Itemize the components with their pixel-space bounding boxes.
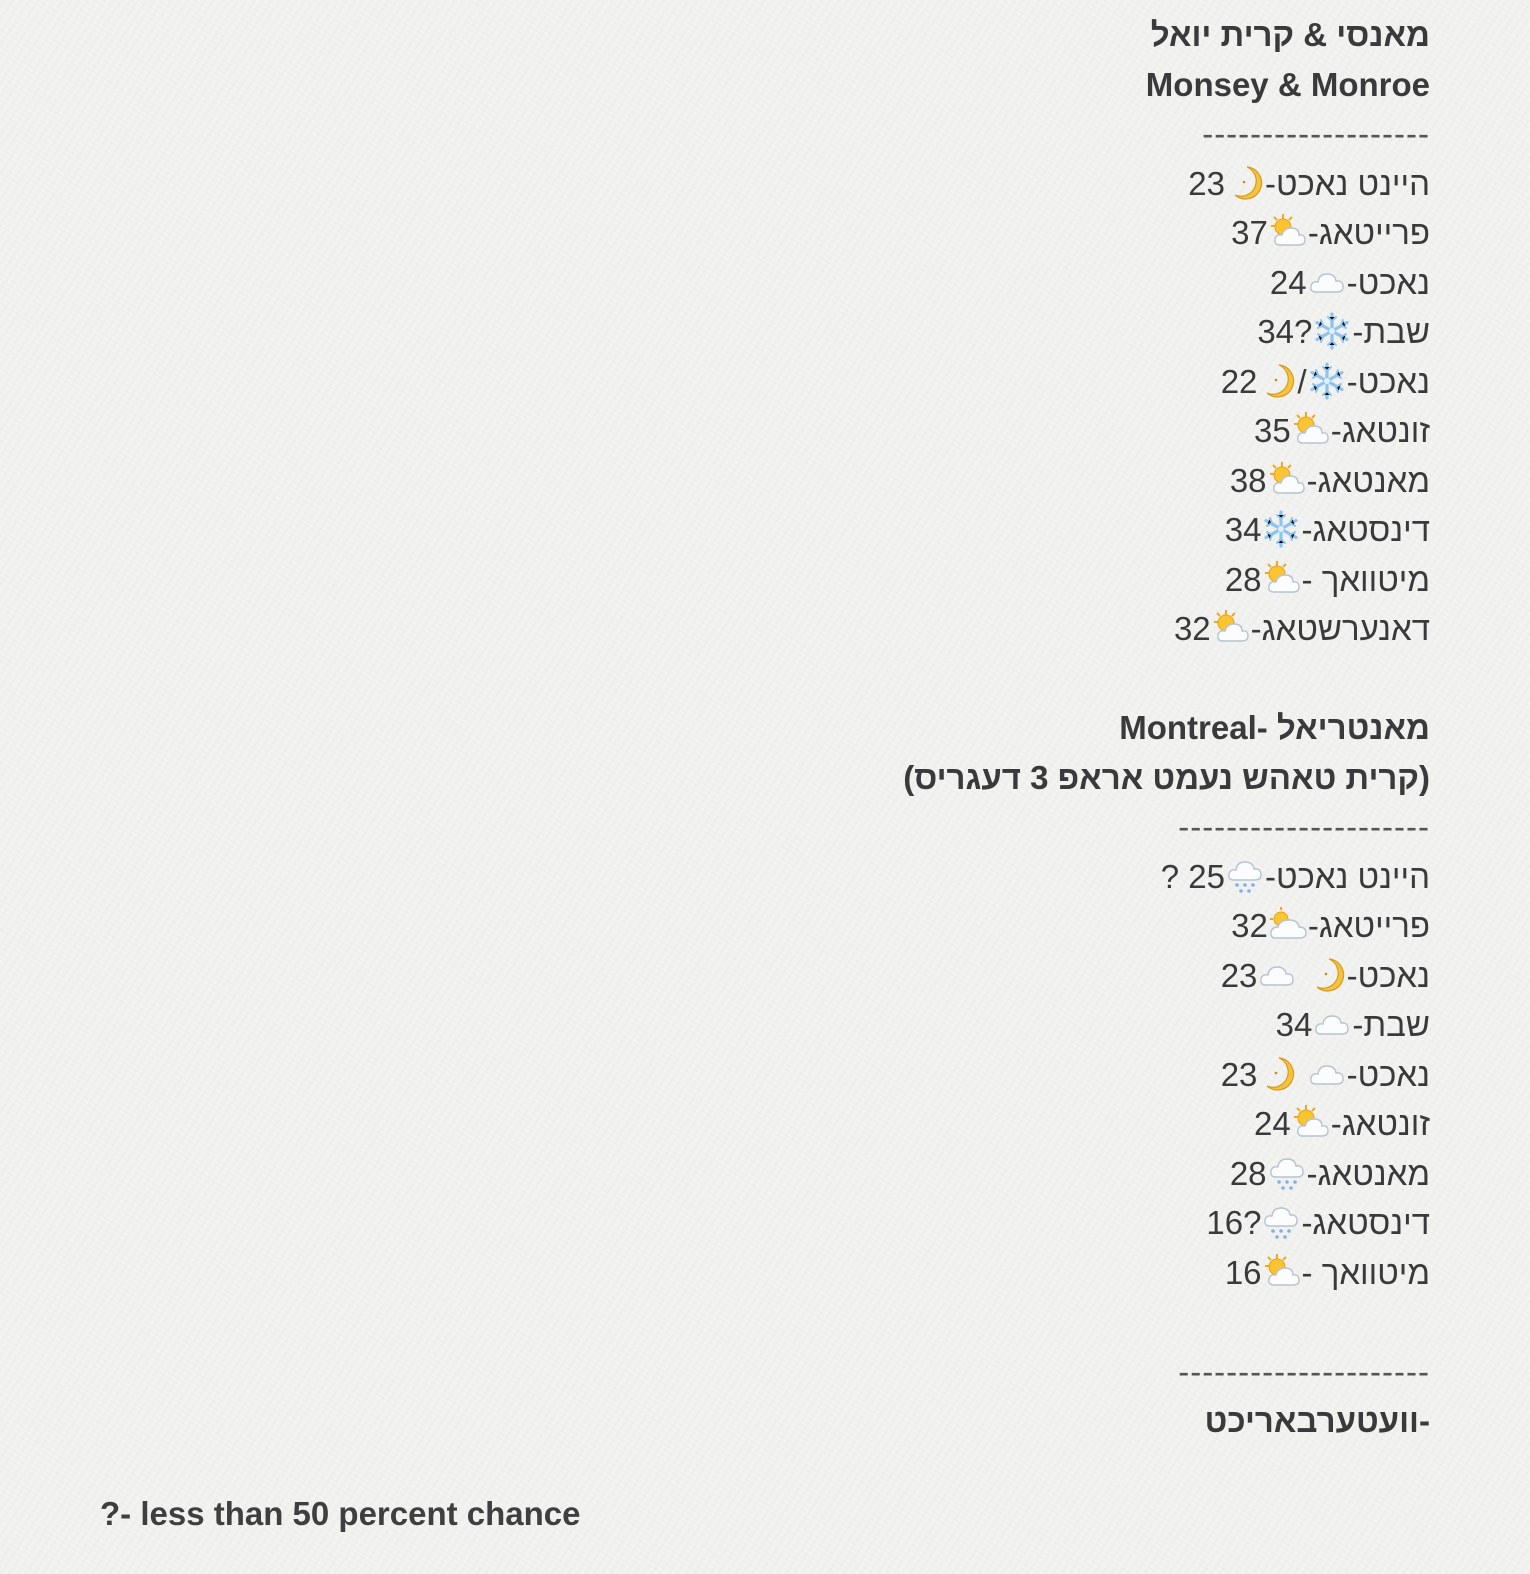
day-label: נאכט- xyxy=(1346,956,1430,994)
montreal-forecast-row xyxy=(430,1099,1430,1149)
temperature-value: 16 xyxy=(1224,1253,1262,1291)
temperature-value: 22 xyxy=(1220,362,1258,400)
day-label: שבת- xyxy=(1352,1006,1430,1043)
montreal-forecast-row xyxy=(430,1149,1430,1199)
day-label: מיטוואך - xyxy=(1301,1253,1430,1291)
monsey-title-hebrew: מאנסי & קרית יואל xyxy=(1150,16,1430,53)
montreal-title: מאנטריאל -Montreal xyxy=(1119,709,1430,746)
day-label: היינט נאכט- xyxy=(1264,164,1430,202)
day-label: נאכט- xyxy=(1346,1055,1430,1093)
sun-behind-cloud-icon xyxy=(1291,410,1331,450)
snowflake-icon xyxy=(1307,361,1347,401)
monsey-forecast-row xyxy=(430,357,1430,407)
montreal-forecast-row xyxy=(430,852,1430,902)
temperature-value: 23 xyxy=(1220,1055,1258,1093)
montreal-forecast-row xyxy=(430,1050,1430,1100)
day-label: נאכט- xyxy=(1346,263,1430,301)
footnote: ?- less than 50 percent chance xyxy=(100,1495,581,1532)
snowflake-icon xyxy=(1312,311,1352,351)
temperature-value: ? 25 xyxy=(1160,857,1225,895)
temperature-value: 23 xyxy=(1220,956,1258,994)
montreal-forecast-row xyxy=(430,1248,1430,1298)
temperature-value: 28 xyxy=(1229,1154,1267,1192)
temperature-value: 24 xyxy=(1253,1105,1291,1142)
monsey-forecast-row xyxy=(430,258,1430,308)
note-body xyxy=(430,10,1430,1446)
day-label: נאכט- xyxy=(1346,362,1430,400)
sun-behind-cloud-icon xyxy=(1268,212,1308,252)
monsey-forecast-row xyxy=(430,406,1430,456)
day-label: זונטאג- xyxy=(1330,412,1430,449)
cloud-with-snow-icon xyxy=(1267,1153,1307,1193)
temperature-value: 23 xyxy=(1188,164,1225,202)
temperature-value: 34 xyxy=(1224,511,1262,548)
snowflake-icon xyxy=(1261,509,1301,549)
day-label: פרייטאג- xyxy=(1307,214,1430,251)
moon-icon xyxy=(1257,361,1297,401)
monsey-forecast-row xyxy=(430,604,1430,654)
montreal-forecast-row xyxy=(430,951,1430,1001)
sun-behind-large-cloud-icon xyxy=(1268,905,1308,945)
monsey-forecast-row xyxy=(430,555,1430,605)
monsey-title-english: Monsey & Monroe xyxy=(1145,65,1430,103)
monsey-forecast-row xyxy=(430,505,1430,555)
sun-behind-cloud-icon xyxy=(1262,559,1302,599)
divider: --------------------- xyxy=(1178,808,1430,845)
closing-divider: --------------------- xyxy=(1178,1352,1430,1390)
temperature-value: 32 xyxy=(1231,907,1268,944)
section-gap xyxy=(430,1297,1430,1347)
divider: ------------------- xyxy=(1202,115,1430,152)
moon-icon xyxy=(1307,955,1347,995)
montreal-forecast-row xyxy=(430,1000,1430,1050)
cloud-with-snow-icon xyxy=(1261,1202,1301,1242)
section-gap xyxy=(430,654,1430,704)
sun-behind-cloud-icon xyxy=(1291,1103,1331,1143)
day-label: דינסטאג- xyxy=(1301,511,1430,548)
day-label: מיטוואך - xyxy=(1301,560,1430,598)
monsey-forecast-list xyxy=(430,159,1430,654)
temperature-value: 34? xyxy=(1257,313,1313,350)
temperature-value: 37 xyxy=(1231,214,1268,251)
sun-behind-cloud-icon xyxy=(1211,608,1251,648)
monsey-forecast-row xyxy=(430,208,1430,258)
montreal-forecast-list xyxy=(430,852,1430,1298)
temperature-value: 35 xyxy=(1253,412,1291,449)
temperature-value: 24 xyxy=(1269,263,1307,301)
day-label: דאנערשטאג- xyxy=(1250,610,1430,647)
montreal-forecast-row xyxy=(430,901,1430,951)
temperature-value: 34 xyxy=(1275,1006,1313,1043)
montreal-forecast-row xyxy=(430,1198,1430,1248)
monsey-forecast-row xyxy=(430,307,1430,357)
moon-icon xyxy=(1225,163,1265,203)
day-label: היינט נאכט- xyxy=(1264,857,1430,895)
monsey-forecast-row xyxy=(430,159,1430,209)
day-label: דינסטאג- xyxy=(1301,1204,1430,1241)
cloud-with-snow-icon xyxy=(1225,856,1265,896)
day-label: מאנטאג- xyxy=(1306,1154,1430,1192)
day-label: פרייטאג- xyxy=(1307,907,1430,944)
cloud-icon xyxy=(1307,1054,1347,1094)
moon-icon xyxy=(1257,1054,1297,1094)
temperature-value: 38 xyxy=(1229,461,1267,499)
sun-behind-cloud-icon xyxy=(1262,1252,1302,1292)
signature: -וועטערבאריכט xyxy=(1204,1402,1430,1439)
day-label: זונטאג- xyxy=(1330,1105,1430,1142)
sun-behind-cloud-icon xyxy=(1267,460,1307,500)
icon-separator: / xyxy=(1297,362,1307,400)
temperature-value: 28 xyxy=(1224,560,1262,598)
temperature-value: 16? xyxy=(1206,1204,1262,1241)
day-label: שבת- xyxy=(1352,313,1430,350)
cloud-icon xyxy=(1312,1004,1352,1044)
day-label: מאנטאג- xyxy=(1306,461,1430,499)
montreal-subtitle: (קרית טאהש נעמט אראפ 3 דעגריס) xyxy=(903,758,1430,796)
temperature-value: 32 xyxy=(1173,610,1211,647)
cloud-icon xyxy=(1307,262,1347,302)
cloud-icon xyxy=(1257,955,1297,995)
monsey-forecast-row xyxy=(430,456,1430,506)
